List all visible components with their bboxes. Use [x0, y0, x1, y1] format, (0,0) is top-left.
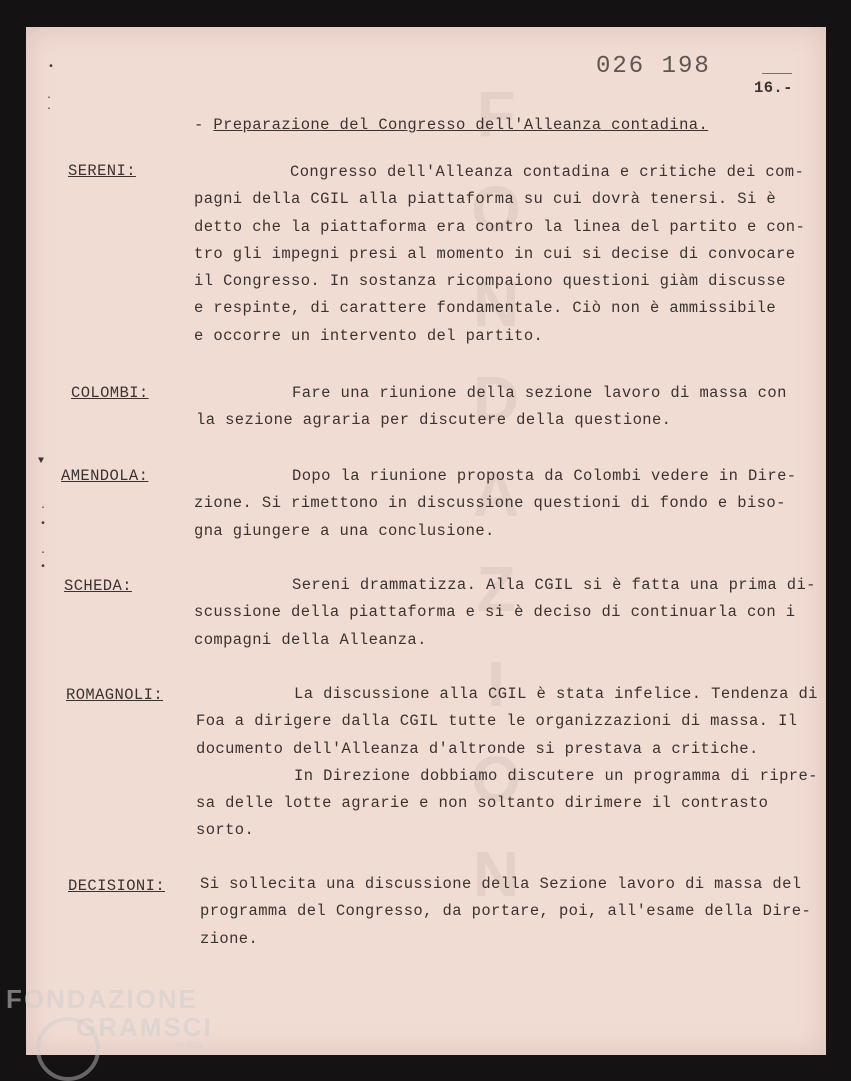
paragraph-amendola [194, 463, 796, 545]
text-line: In Direzione dobbiamo discutere un programma di ripre- [294, 766, 818, 785]
text-line: Sereni drammatizza. Alla CGIL si è fatta una prima di- [292, 576, 816, 594]
margin-mark: · [46, 104, 53, 115]
text-line: e occorre un intervento del partito. [194, 326, 544, 345]
text-line: gna giungere a una conclusione. [194, 521, 495, 540]
text-line: il Congresso. In sostanza ricompaiono questioni giàm discusse [194, 272, 786, 291]
text-line: sa delle lotte agrarie e non soltanto dirimere il contrasto [196, 794, 769, 813]
heading-title: Preparazione del Congresso dell'Alleanza contadina. [213, 116, 709, 134]
text-line: zione. Si rimettono in discussione questioni di fondo e biso- [194, 494, 786, 513]
text-line: La discussione alla CGIL è stata infelice. Tendenza di [294, 685, 818, 703]
document-page [26, 27, 826, 1055]
margin-mark: • [40, 562, 47, 573]
paragraph-scheda [194, 572, 816, 654]
paragraph-colombi [196, 380, 787, 435]
text-line: detto che la piattaforma era contro la linea del partito e con- [194, 217, 806, 236]
text-line: Foa a dirigere dalla CGIL tutte le organizzazioni di massa. Il [196, 712, 798, 731]
page-number-rule [762, 73, 792, 74]
text-line: Congresso dell'Alleanza contadina e critiche dei com- [290, 163, 805, 181]
text-line: zione. [200, 929, 259, 948]
speaker-decisioni: DECISIONI: [68, 877, 166, 895]
speaker-sereni: SERENI: [68, 162, 136, 180]
logo-line-1: FONDAZIONE [6, 984, 198, 1014]
margin-mark: · [40, 548, 47, 559]
speaker-romagnoli: ROMAGNOLI: [66, 686, 164, 704]
page-number: 16.- [754, 79, 793, 97]
paragraph-decisioni [200, 871, 811, 953]
section-heading [194, 116, 708, 134]
text-line: scussione della piattaforma e si è deciso di continuarla con i [194, 603, 796, 622]
speaker-colombi: COLOMBI: [71, 384, 149, 402]
text-line: e respinte, di carattere fondamentale. Ciò non è ammissibile [194, 299, 777, 318]
text-line: Dopo la riunione proposta da Colombi vedere in Dire- [292, 467, 797, 485]
margin-mark: • [40, 519, 47, 530]
heading-prefix: - [194, 116, 214, 134]
text-line: programma del Congresso, da portare, poi, all'esame della Dire- [200, 902, 812, 921]
text-line: pagni della CGIL alla piattaforma su cui dovrà tenersi. Si è [194, 190, 777, 209]
speaker-amendola: AMENDOLA: [61, 467, 149, 485]
fondazione-gramsci-logo [6, 985, 213, 1051]
text-line: Si sollecita una discussione della Sezione lavoro di massa del [200, 875, 802, 893]
margin-mark: · [40, 503, 47, 514]
text-line: tro gli impegni presi al momento in cui si decise di convocare [194, 244, 796, 263]
paragraph-romagnoli [196, 681, 818, 845]
archive-number: 026 198 [596, 53, 711, 80]
logo-line-2: GRAMSCI [76, 1012, 213, 1042]
margin-mark: · [46, 93, 53, 104]
margin-mark: ▼ [38, 456, 45, 467]
text-line: la sezione agraria per discutere della questione. [196, 411, 672, 430]
watermark-stamp: F O N D A Z I O N [471, 78, 521, 910]
text-line: Fare una riunione della sezione lavoro di massa con [292, 384, 787, 402]
paragraph-sereni [194, 159, 805, 350]
speaker-scheda: SCHEDA: [64, 577, 132, 595]
text-line: documento dell'Alleanza d'altronde si prestava a critiche. [196, 739, 759, 758]
text-line: compagni della Alleanza. [194, 630, 427, 649]
text-line: sorto. [196, 821, 255, 840]
margin-mark: • [48, 62, 55, 73]
logo-line-3: onlus [176, 1040, 203, 1051]
